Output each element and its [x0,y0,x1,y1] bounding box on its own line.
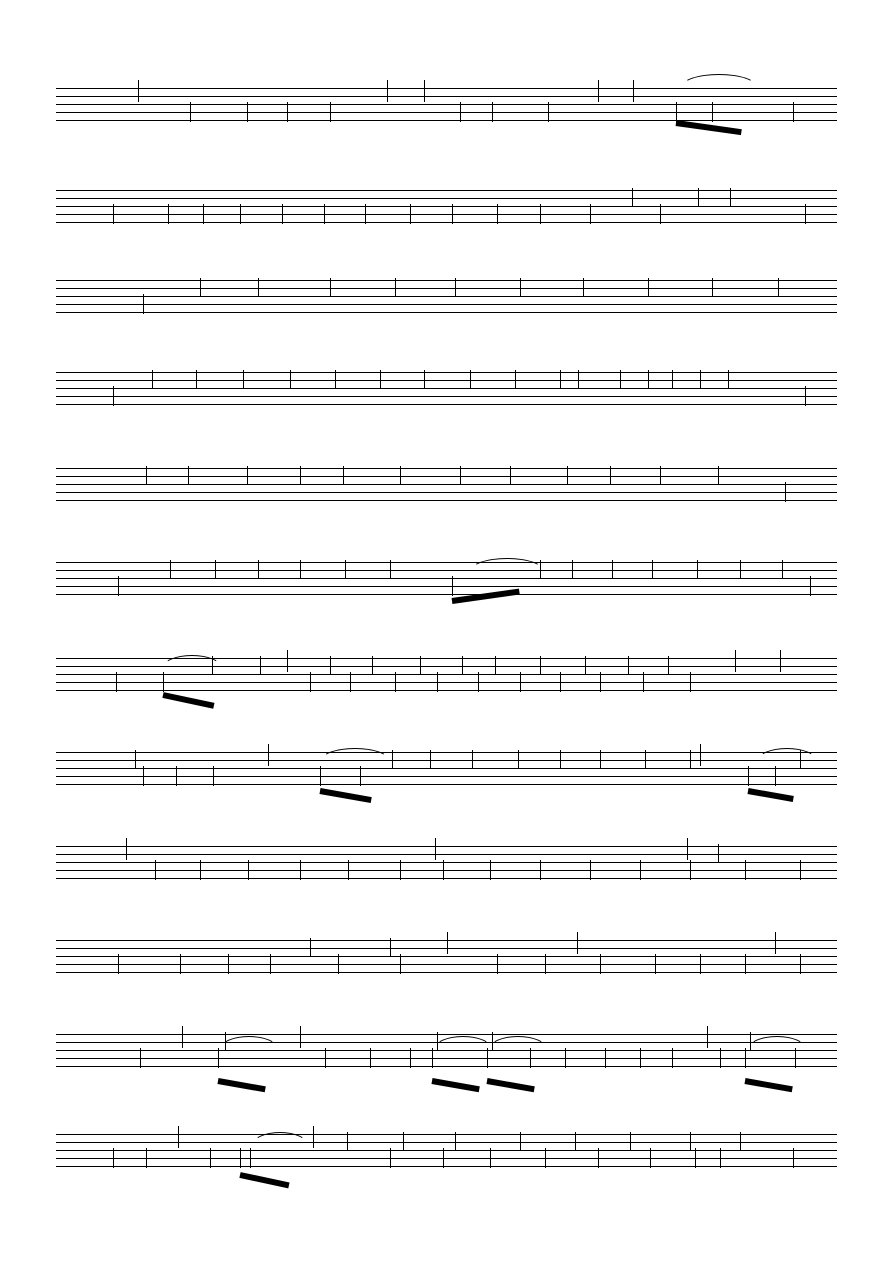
note-stem [248,860,249,880]
note-stem [213,766,214,786]
note-stem [390,560,391,578]
staff-system [0,1026,893,1106]
barline [775,932,776,954]
staff-line [56,586,837,587]
note-stem [455,1132,456,1150]
barline [178,1126,179,1148]
note-stem [655,954,656,974]
note-stem [135,750,136,768]
beam [217,1078,265,1092]
staff-line [56,222,837,223]
note-stem [600,672,601,692]
staff-line [56,372,837,373]
note-stem [585,656,586,674]
barline [287,650,288,672]
staff-system [0,838,893,918]
note-stem [163,672,164,692]
note-stem [748,766,749,786]
staff-line [56,570,837,571]
staff-line [56,190,837,191]
note-stem [800,860,801,880]
staff-lines [56,562,837,594]
note-stem [155,860,156,880]
note-stem [240,1148,241,1168]
note-stem [605,1048,606,1068]
staff-line [56,1134,837,1135]
note-stem [400,954,401,974]
note-stem [545,1148,546,1168]
note-stem [325,1048,326,1068]
staff-line [56,768,837,769]
note-stem [795,1048,796,1068]
staff-line [56,1142,837,1143]
beam [486,1078,534,1092]
staff-system [0,272,893,352]
note-stem [350,672,351,692]
note-stem [365,204,366,224]
staff-line [56,468,837,469]
note-stem [648,278,649,296]
note-stem [420,656,421,674]
staff-line [56,396,837,397]
staff-lines [56,280,837,312]
note-stem [660,466,661,484]
note-stem [188,466,189,484]
note-stem [712,102,713,122]
note-stem [330,102,331,122]
note-stem [347,1132,348,1150]
note-stem [697,560,698,578]
note-stem [740,1132,741,1150]
staff-line [56,388,837,389]
note-stem [720,1148,721,1168]
note-stem [630,1132,631,1150]
staff-system [0,744,893,824]
staff-system [0,650,893,730]
note-stem [410,204,411,224]
barline [435,838,436,860]
note-stem [146,466,147,484]
barline [687,838,688,860]
note-stem [610,466,611,484]
staff-line [56,96,837,97]
note-stem [395,278,396,296]
note-stem [310,672,311,692]
note-stem [320,766,321,786]
staff-system [0,932,893,1012]
note-stem [640,1048,641,1068]
staff-line [56,296,837,297]
staff-line [56,484,837,485]
staff-line [56,206,837,207]
staff-line [56,492,837,493]
barline [313,1126,314,1148]
staff-system [0,1126,893,1206]
staff-line [56,214,837,215]
note-stem [540,656,541,674]
staff-line [56,404,837,405]
staff-line [56,120,837,121]
note-stem [380,370,381,388]
note-stem [730,188,731,206]
barline [735,650,736,672]
note-stem [800,954,801,974]
note-stem [782,560,783,578]
note-stem [700,370,701,388]
note-stem [520,672,521,692]
note-stem [567,466,568,484]
note-stem [745,1048,746,1068]
note-stem [565,1048,566,1068]
barline [424,80,425,102]
note-stem [310,938,311,956]
note-stem [598,1148,599,1168]
staff-lines [56,846,837,878]
note-stem [152,370,153,388]
note-stem [720,1048,721,1068]
barline [268,744,269,766]
note-stem [143,294,144,314]
staff-line [56,594,837,595]
note-stem [395,672,396,692]
staff-line [56,674,837,675]
barline [300,1026,301,1048]
note-stem [698,188,699,206]
note-stem [718,844,719,862]
note-stem [660,204,661,224]
note-stem [690,860,691,880]
note-stem [497,204,498,224]
note-stem [495,656,496,674]
note-stem [672,370,673,388]
note-stem [487,1048,488,1068]
staff-line [56,776,837,777]
barline [598,80,599,102]
note-stem [215,560,216,578]
staff-line [56,562,837,563]
note-stem [343,466,344,484]
note-stem [300,466,301,484]
note-stem [785,482,786,502]
note-stem [632,188,633,206]
note-stem [650,1148,651,1168]
note-stem [620,370,621,388]
note-stem [492,102,493,122]
barline [387,80,388,102]
note-stem [805,386,806,406]
staff-line [56,964,837,965]
note-stem [240,204,241,224]
note-stem [515,370,516,388]
barline [780,650,781,672]
note-stem [745,860,746,880]
note-stem [113,386,114,406]
note-stem [392,750,393,768]
note-stem [168,204,169,224]
note-stem [432,1048,433,1068]
note-stem [200,278,201,296]
note-stem [740,560,741,578]
staff-system [0,460,893,540]
staff-system [0,554,893,634]
note-stem [672,1048,673,1068]
note-stem [372,656,373,674]
note-stem [180,954,181,974]
barline [633,80,634,102]
note-stem [470,370,471,388]
note-stem [345,560,346,578]
note-stem [652,560,653,578]
note-stem [258,278,259,296]
beam [747,788,793,802]
note-stem [360,766,361,786]
staff-line [56,112,837,113]
note-stem [628,656,629,674]
note-stem [540,204,541,224]
note-stem [548,102,549,122]
note-stem [518,750,519,768]
note-stem [143,766,144,786]
note-stem [443,860,444,880]
note-stem [690,1132,691,1150]
staff-line [56,862,837,863]
barline [182,1026,183,1048]
note-stem [572,560,573,578]
note-stem [282,204,283,224]
note-stem [390,938,391,956]
note-stem [648,370,649,388]
note-stem [258,560,259,578]
barline [138,80,139,102]
staff-line [56,304,837,305]
note-stem [478,672,479,692]
note-stem [583,278,584,296]
note-stem [228,954,229,974]
note-stem [612,560,613,578]
note-stem [443,1148,444,1168]
note-stem [190,102,191,122]
note-stem [247,102,248,122]
staff-line [56,1034,837,1035]
note-stem [805,204,806,224]
note-stem [540,860,541,880]
note-stem [793,1148,794,1168]
note-stem [424,370,425,388]
staff-line [56,578,837,579]
staff-line [56,288,837,289]
staff-system [0,182,893,262]
staff-line [56,972,837,973]
note-stem [455,278,456,296]
note-stem [640,860,641,880]
staff-line [56,760,837,761]
note-stem [728,370,729,388]
staff-line [56,690,837,691]
note-stem [330,278,331,296]
barline [126,838,127,860]
note-stem [700,954,701,974]
note-stem [300,860,301,880]
note-stem [462,656,463,674]
beam [162,692,214,709]
staff-line [56,784,837,785]
staff-lines [56,190,837,222]
slur [681,74,757,87]
note-stem [196,370,197,388]
staff-line [56,870,837,871]
note-stem [810,576,811,596]
staff-line [56,476,837,477]
note-stem [497,954,498,974]
note-stem [403,1132,404,1150]
staff-lines [56,468,837,500]
note-stem [118,954,119,974]
note-stem [370,1048,371,1068]
note-stem [645,750,646,768]
barline [577,932,578,954]
note-stem [430,750,431,768]
note-stem [490,1148,491,1168]
note-stem [335,370,336,388]
beam [239,1172,289,1188]
note-stem [410,1048,411,1068]
note-stem [118,576,119,596]
note-stem [560,672,561,692]
staff-line [56,682,837,683]
note-stem [116,672,117,692]
note-stem [775,766,776,786]
staff-line [56,280,837,281]
note-stem [690,672,691,692]
note-stem [520,1132,521,1150]
note-stem [290,370,291,388]
note-stem [460,466,461,484]
note-stem [452,576,453,596]
staff-line [56,500,837,501]
slur [757,748,817,761]
note-stem [778,278,779,296]
staff-lines [56,88,837,120]
staff-line [56,104,837,105]
staff-line [56,846,837,847]
staff-line [56,878,837,879]
staff-line [56,956,837,957]
staff-lines [56,752,837,784]
staff-line [56,854,837,855]
beam [431,1078,479,1092]
note-stem [210,1148,211,1168]
note-stem [203,204,204,224]
note-stem [287,102,288,122]
note-stem [140,1048,141,1068]
barline [707,1026,708,1048]
note-stem [247,466,248,484]
note-stem [400,466,401,484]
page-title [0,0,1,1]
beam [744,1078,792,1092]
note-stem [718,466,719,484]
staff-line [56,198,837,199]
note-stem [472,750,473,768]
staff-lines [56,372,837,404]
note-stem [695,1148,696,1168]
barline [700,744,701,766]
note-stem [745,954,746,974]
note-stem [348,860,349,880]
note-stem [712,278,713,296]
slur [162,655,222,668]
note-stem [113,204,114,224]
slur [470,558,544,571]
note-stem [560,750,561,768]
staff-line [56,752,837,753]
note-stem [218,1048,219,1068]
slur [320,748,390,761]
note-stem [600,750,601,768]
note-stem [170,560,171,578]
note-stem [300,560,301,578]
note-stem [200,860,201,880]
note-stem [590,204,591,224]
note-stem [460,102,461,122]
note-stem [260,656,261,674]
note-stem [560,370,561,388]
note-stem [575,1132,576,1150]
note-stem [390,1148,391,1168]
note-stem [324,204,325,224]
note-stem [490,860,491,880]
note-stem [330,656,331,674]
staff-line [56,312,837,313]
note-stem [146,1148,147,1168]
note-stem [530,1048,531,1068]
note-stem [176,766,177,786]
note-stem [600,954,601,974]
staff-system [0,80,893,160]
note-stem [270,954,271,974]
note-stem [545,954,546,974]
barline [447,932,448,954]
beam [676,120,742,135]
note-stem [510,466,511,484]
note-stem [113,1148,114,1168]
note-stem [520,278,521,296]
note-stem [643,672,644,692]
note-stem [452,204,453,224]
staff-line [56,380,837,381]
note-stem [590,860,591,880]
note-stem [793,102,794,122]
note-stem [668,656,669,674]
note-stem [250,1148,251,1168]
staff-line [56,88,837,89]
note-stem [400,860,401,880]
note-stem [243,370,244,388]
note-stem [578,370,579,388]
note-stem [338,954,339,974]
staff-system [0,364,893,444]
beam [319,788,371,803]
note-stem [437,672,438,692]
note-stem [690,750,691,768]
